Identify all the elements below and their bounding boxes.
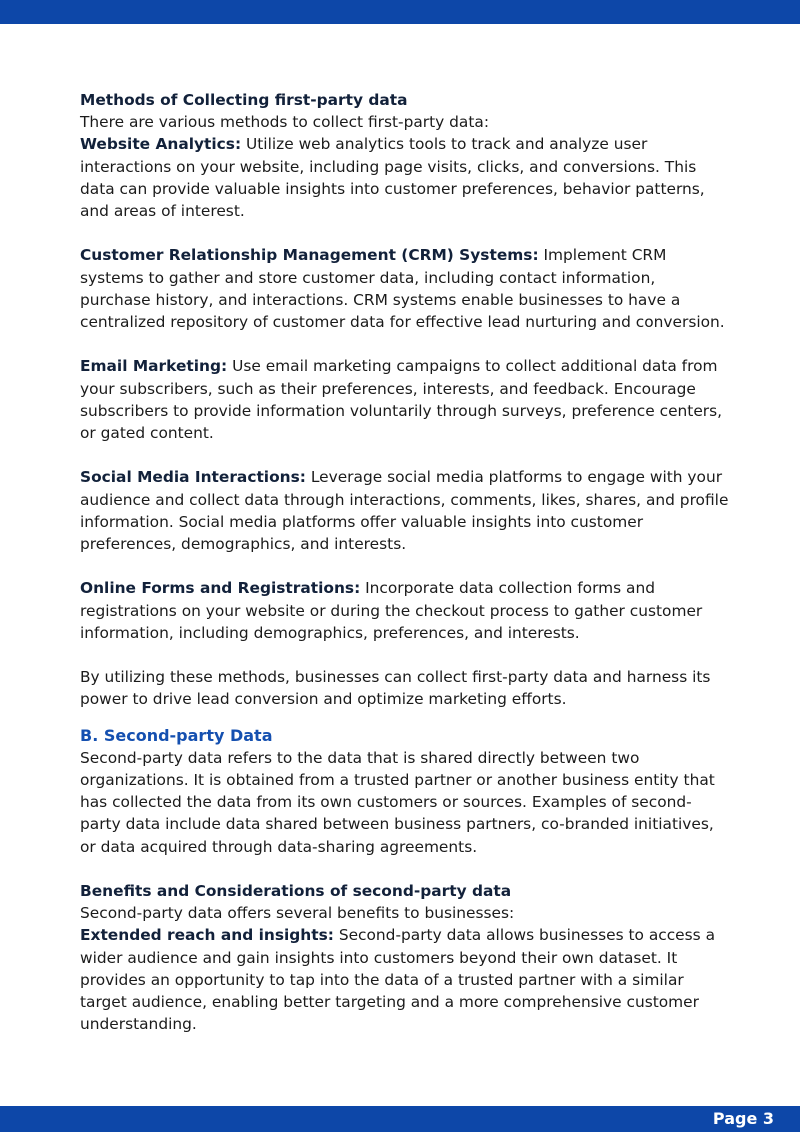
method-paragraph <box>80 355 730 444</box>
benefits-heading: Benefits and Considerations of second-party data <box>80 882 512 901</box>
methods-intro: There are various methods to collect first-party data: <box>80 113 490 132</box>
methods-heading: Methods of Collecting first-party data <box>80 91 408 109</box>
second-party-heading: B. Second-party Data <box>80 725 273 745</box>
method-text: Use email marketing campaigns to collect additional data from your subscribers, such as their preferences, interests, and feedback. Encourage subscribers to provide information voluntarily through surveys, preference centers, or gated content. <box>80 357 723 443</box>
benefits-intro: Second-party data offers several benefits to businesses: <box>80 904 515 923</box>
method-term: Online Forms and Registrations: <box>80 579 361 598</box>
method-text: Leverage social media platforms to engage with your audience and collect data through interactions, comments, likes, shares, and profile information. Social media platforms offer valuable insights into customer preferences, demographics, and interests. <box>80 468 729 554</box>
header-bar <box>0 0 800 24</box>
methods-conclusion: By utilizing these methods, businesses can collect first-party data and harness its power to drive lead conversion and optimize marketing efforts. <box>80 668 711 709</box>
page-number: Page 3 <box>712 1109 774 1128</box>
method-text: Utilize web analytics tools to track and analyze user interactions on your website, including page visits, clicks, and conversions. This data can provide valuable insights into customer preferences, behavior patterns, and areas of interest. <box>80 135 705 221</box>
method-text: Incorporate data collection forms and registrations on your website or during the checkout process to gather customer information, including demographics, preferences, and interests. <box>80 579 703 642</box>
benefit-text: Second-party data allows businesses to access a wider audience and gain insights into customers beyond their own dataset. It provides an opportunity to tap into the data of a trusted partner with a similar target audience, enabling better targeting and a more comprehensive customer understanding. <box>80 926 716 1034</box>
method-paragraph <box>80 577 730 644</box>
method-paragraph <box>80 466 730 555</box>
method-paragraph <box>80 133 730 222</box>
method-term: Social Media Interactions: <box>80 468 306 487</box>
document-body <box>80 89 730 1035</box>
method-term: Website Analytics: <box>80 135 242 154</box>
benefit-paragraph <box>80 924 730 1035</box>
footer-bar <box>0 1106 800 1132</box>
second-party-body: Second-party data refers to the data that is shared directly between two organizations. It is obtained from a trusted partner or another business entity that has collected the data from its own customers or sources. Examples of second-party data include data shared between business partners, co-branded initiatives, or data acquired through data-sharing agreements. <box>80 748 715 856</box>
method-text: Implement CRM systems to gather and store customer data, including contact information, purchase history, and interactions. CRM systems enable businesses to have a centralized repository of customer data for effective lead nurturing and conversion. <box>80 246 725 332</box>
method-paragraph <box>80 244 730 333</box>
method-term: Customer Relationship Management (CRM) Systems: <box>80 246 539 265</box>
method-term: Email Marketing: <box>80 357 228 376</box>
benefit-term: Extended reach and insights: <box>80 926 334 945</box>
